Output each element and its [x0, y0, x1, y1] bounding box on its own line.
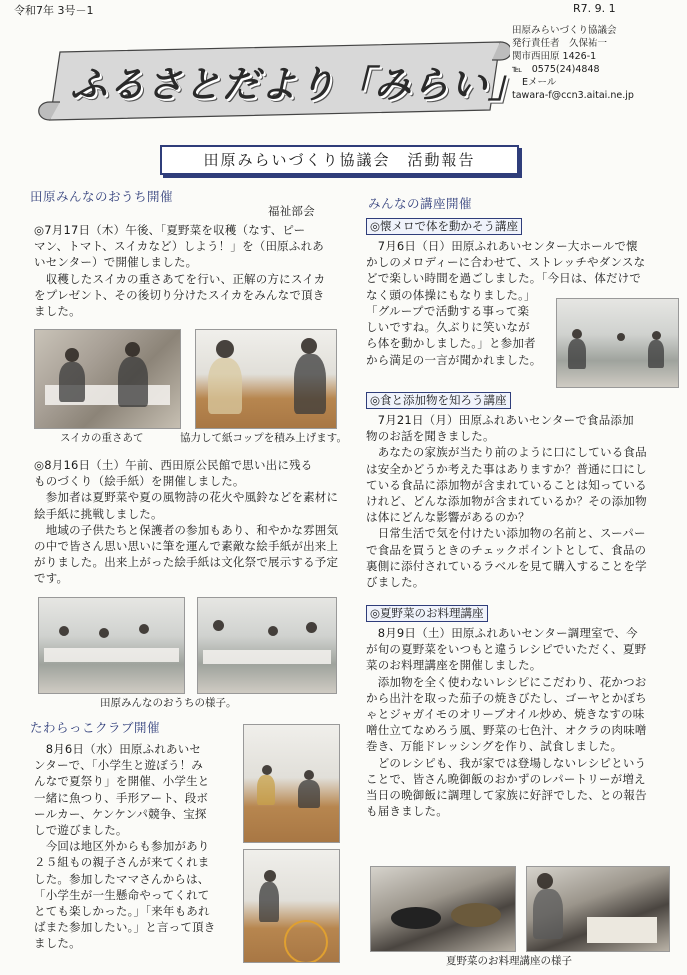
text-line: ことで、皆さん晩御飯のおかずのレパートリーが増え — [366, 771, 646, 786]
text-line: は体にどんな影響があるのか？ — [366, 510, 530, 525]
photo-cooking-pans — [370, 866, 516, 952]
text-line: がりました。出来上がった絵手紙は文化祭で展示する予定 — [34, 555, 339, 570]
text-line: なく頭の体操にもなりました。」 — [366, 287, 536, 302]
caption-paper-cups: 協力して紙コップを積み上げます。 — [180, 432, 347, 444]
text-line: から満足の一言が聞かれました。 — [366, 352, 542, 367]
text-line: 添加物を全く使わないレシピにこだわり、花かつお — [366, 674, 647, 689]
text-line: けれど、どんな添加物が含まれているか？その添加物 — [366, 494, 647, 509]
text-line: 8月6日（水）田原ふれあいセ — [34, 742, 202, 756]
natsumelo-paragraph-bottom — [366, 303, 556, 368]
text-line: 物のお話を聞きました。 — [366, 429, 495, 444]
natsuyasai-paragraph — [366, 625, 684, 819]
text-line: どのレシピも、我が家では登場しないレシピという — [366, 755, 647, 770]
text-line: んなで夏祭り」を開催、小学生と — [34, 774, 210, 789]
text-line: から出汁を取った茄子の焼きびたし、ゴーヤとかぼち — [366, 690, 647, 705]
dept-label: 福祉部会 — [268, 204, 315, 218]
text-line: とても楽しかった。」「来年もあれ — [34, 904, 210, 919]
section-title-tawarakko: たわらっこクラブ開催 — [30, 720, 161, 735]
text-line: です。 — [34, 571, 69, 586]
text-line: の中で皆さん思い思いに筆を運んで素敵な絵手紙が出来上 — [34, 539, 339, 554]
activity-report-banner — [160, 145, 519, 175]
text-line: 8月9日（土）田原ふれあいセンター調理室で、今 — [366, 626, 638, 640]
banner-text: 田原みらいづくり協議会 活動報告 — [203, 151, 476, 169]
masthead-title: ふるさとだより「みらい」 — [70, 63, 526, 106]
tawarakko-paragraph — [34, 741, 239, 952]
photo-kids-games — [243, 724, 340, 843]
text-line: ◎8月16日（土）午前、西田原公民館で思い出に残る — [34, 458, 313, 472]
kouza-title-natsuyasai: ◎夏野菜のお料理講座 — [366, 605, 488, 622]
text-line: 収穫したスイカの重さあてを行い、正解の方にスイカ — [34, 271, 326, 286]
text-line: びました。 — [366, 575, 425, 590]
text-line: 7月6日（日）田原ふれあいセンター大ホールで懐 — [366, 239, 638, 253]
text-line: ら体を動かしました。」と参加者 — [366, 336, 536, 351]
section-title-minna-no-ouchi: 田原みんなのおうち開催 — [30, 189, 174, 204]
text-line: 菜のお料理講座を開催しました。 — [366, 658, 542, 673]
photo-exercise-hall — [556, 298, 679, 388]
text-line: 絵手紙に挑戦しました。 — [34, 506, 163, 521]
publisher-email-label: Eメール — [522, 77, 557, 88]
issue-number: 令和7年 3号－1 — [14, 4, 94, 17]
publisher-org: 田原みらいづくり協議会 — [512, 25, 617, 36]
photo-cooking-prep — [526, 866, 670, 952]
text-line: ばまた参加したい。」と言って頂き — [34, 920, 216, 935]
tenkabutsu-paragraph — [366, 412, 684, 590]
ouchi-paragraph-1 — [34, 222, 354, 319]
text-line: も届きました。 — [366, 804, 448, 819]
text-line: 「グループで活動する事って楽 — [366, 304, 530, 318]
text-line: ました。 — [34, 936, 81, 951]
text-line: 地域の子供たちと保護者の参加もあり、和やかな雰囲気 — [34, 522, 339, 537]
text-line: ２５組もの親子さんが来てくれま — [34, 855, 210, 870]
photo-kids-hoops — [243, 849, 340, 963]
text-line: で食品を買うときのチェックポイントとして、食品の — [366, 542, 647, 557]
publisher-phone: ℡ 0575(24)4848 — [512, 64, 600, 75]
text-line: いセンター）で開催しました。 — [34, 255, 198, 270]
text-line: 日常生活で気を付けたい添加物の名前と、スーパー — [366, 526, 646, 541]
text-line: ールカー、ケンケンパ競争、宝探 — [34, 806, 207, 821]
text-line: した。参加したママさんからは、 — [34, 871, 210, 886]
text-line: 一緒に魚つり、手形アート、段ボ — [34, 790, 209, 805]
text-line: しいですね。久ぶりに笑いなが — [366, 320, 530, 335]
section-title-kouza: みんなの講座開催 — [368, 196, 473, 211]
text-line: 今回は地区外からも参加があり — [34, 839, 210, 854]
text-line: しで遊びました。 — [34, 823, 128, 838]
text-line: は安全かどうか考えた事はありますか？普通に口にし — [366, 461, 647, 476]
text-line: ている食品に添加物が含まれていることは知っている — [366, 477, 647, 492]
text-line: 当日の晩御飯に調理して家族に好評でした、との報告 — [366, 788, 647, 803]
caption-watermelon: スイカの重さあて — [60, 432, 144, 444]
text-line: かしのメロディーに合わせて、ストレッチやダンスな — [366, 255, 646, 270]
photo-ehagami-room-2 — [197, 597, 337, 694]
kouza-title-tenkabutsu: ◎食と添加物を知ろう講座 — [366, 392, 511, 409]
text-line: あなたの家族が当たり前のように口にしている食品 — [366, 445, 647, 460]
text-line: 裏側に添付されているラベルを見て購入することを学 — [366, 558, 647, 573]
text-line: ものづくり（絵手紙）を開催しました。 — [34, 474, 245, 489]
ouchi-paragraph-2 — [34, 457, 354, 587]
photo-watermelon-guess — [34, 329, 181, 429]
publisher-info — [512, 24, 682, 102]
text-line: をプレゼント、その後切り分けたスイカをみんなで頂き — [34, 287, 325, 302]
text-line: ◎7月17日（木）午後、「夏野菜を収穫（なす、ピー — [34, 223, 306, 237]
caption-cooking: 夏野菜のお料理講座の様子 — [446, 955, 572, 967]
caption-ouchi: 田原みんなのおうちの様子。 — [100, 697, 237, 709]
text-line: ました。 — [34, 304, 81, 319]
text-line: 巻き、万能ドレッシングを作り、試食しました。 — [366, 739, 623, 754]
photo-ehagami-room-1 — [38, 597, 185, 694]
publisher-address: 関市西田原 1426-1 — [512, 51, 597, 62]
text-line: 7月21日（月）田原ふれあいセンターで食品添加 — [366, 413, 634, 427]
publisher-email: tawara-f@ccn3.aitai.ne.jp — [512, 90, 634, 101]
text-line: が旬の夏野菜をいつもと違うレシピでいただく、夏野 — [366, 642, 647, 657]
publisher-editor: 発行責任者 久保祐一 — [512, 38, 608, 49]
kouza-title-natsumelo: ◎懐メロで体を動かそう講座 — [366, 218, 522, 235]
natsumelo-paragraph-top — [366, 238, 684, 303]
issue-date: R7. 9. 1 — [573, 2, 616, 15]
masthead-banner — [30, 32, 526, 128]
text-line: 「小学生が一生懸命やってくれて — [34, 887, 210, 902]
text-line: マン、トマト、スイカなど）しよう！」を（田原ふれあ — [34, 239, 324, 254]
text-line: どで楽しい時間を過ごしました。「今日は、体だけで — [366, 271, 642, 286]
text-line: 参加者は夏野菜や夏の風物詩の花火や風鈴などを素材に — [34, 490, 339, 505]
text-line: ンターで、「小学生と遊ぼう！み — [34, 758, 204, 773]
text-line: 噌仕立てなめろう風、野菜の七色汁、オクラの肉味噌 — [366, 723, 647, 738]
photo-paper-cups — [195, 329, 337, 429]
text-line: ゃとジャガイモのオリーブオイル炒め、焼きなすの味 — [366, 707, 645, 722]
